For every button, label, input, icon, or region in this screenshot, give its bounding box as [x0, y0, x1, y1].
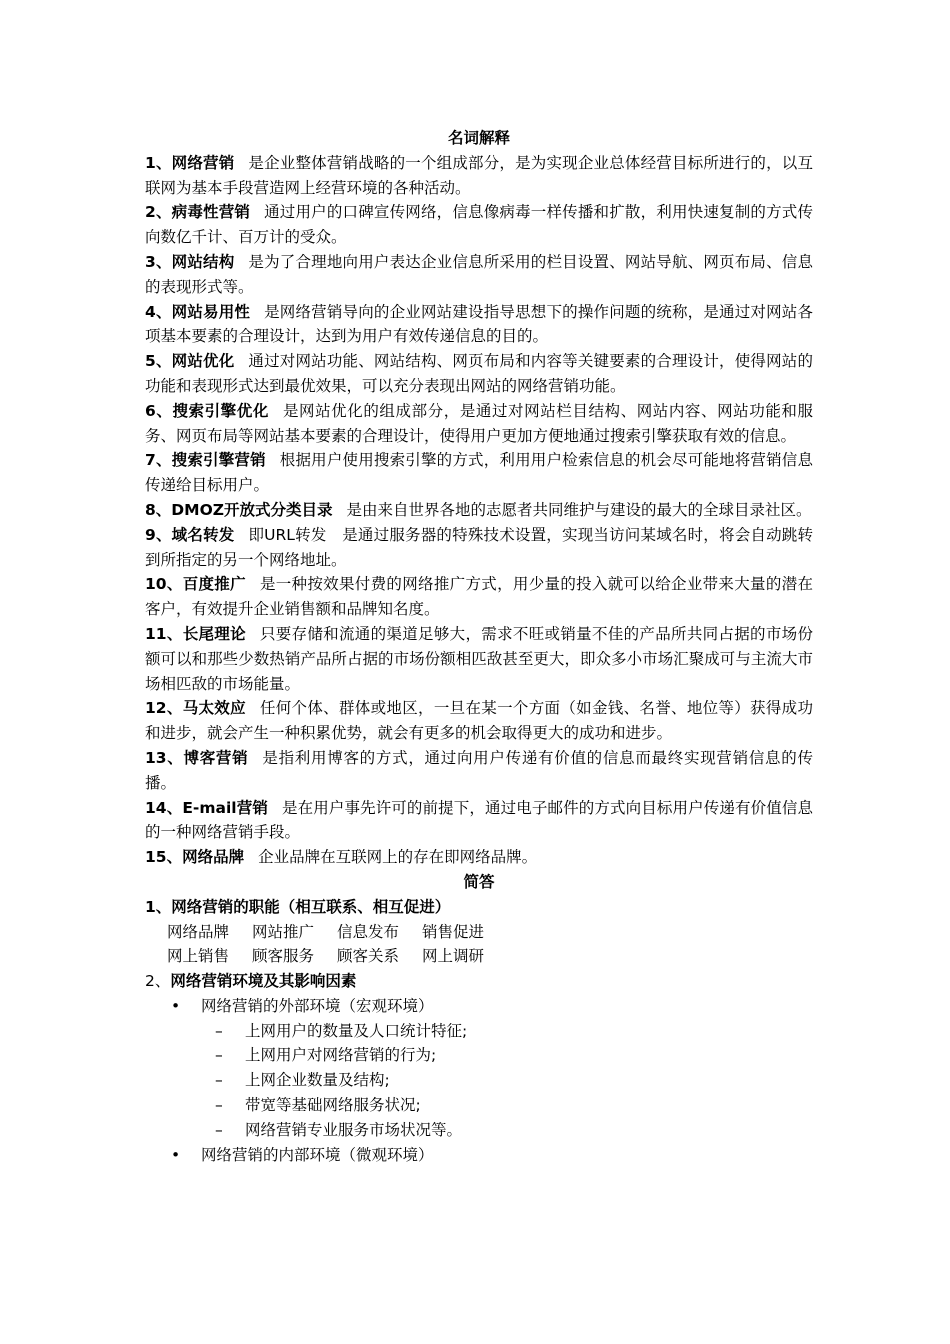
term-head: 8、DMOZ开放式分类目录 — [145, 500, 333, 519]
dash-icon: – — [215, 1021, 223, 1040]
function-item: 网站推广 — [252, 922, 315, 941]
sub-item — [145, 1019, 813, 1044]
sub-item-text: 上网用户的数量及人口统计特征; — [245, 1021, 468, 1040]
term-body: 只要存储和流通的渠道足够大，需求不旺或销量不佳的产品所共同占据的市场份额可以和那些少数热销产品所占据的市场份额相匹敌甚至更大，即众多小市场汇聚成可与主流大市场相匹敌的市场能量。 — [145, 624, 813, 693]
term-body: 即URL转发 是通过服务器的特殊技术设置，实现当访问某域名时，将会自动跳转到所指定的另一个网络地址。 — [145, 525, 813, 569]
term-head: 6、搜索引擎优化 — [145, 401, 269, 420]
term-item — [145, 845, 813, 870]
term-head: 9、域名转发 — [145, 525, 235, 544]
sub-item — [145, 1118, 813, 1143]
function-row — [145, 944, 813, 969]
sub-item-text: 网络营销专业服务市场状况等。 — [245, 1120, 463, 1139]
term-list — [145, 151, 813, 870]
term-item — [145, 349, 813, 399]
term-item — [145, 746, 813, 796]
term-item — [145, 498, 813, 523]
term-item — [145, 796, 813, 846]
question-heading: 1、网络营销的职能（相互联系、相互促进） — [145, 897, 451, 916]
term-body: 是企业整体营销战略的一个组成部分，是为实现企业总体经营目标所进行的，以互联网为基本手段营造网上经营环境的各种活动。 — [145, 153, 813, 197]
section-title-short-answer: 简答 — [463, 872, 495, 891]
term-item — [145, 200, 813, 250]
term-item — [145, 399, 813, 449]
term-body: 根据用户使用搜索引擎的方式，利用用户检索信息的机会尽可能地将营销信息传递给目标用户。 — [145, 451, 813, 495]
bullet-dot-icon: • — [171, 996, 181, 1015]
sub-item — [145, 1093, 813, 1118]
term-head: 1、网络营销 — [145, 153, 235, 172]
term-head: 14、E-mail营销 — [145, 798, 268, 817]
sub-item-text: 上网用户对网络营销的行为; — [245, 1046, 437, 1065]
term-item — [145, 622, 813, 696]
question-number: 2、 — [145, 972, 171, 991]
bullet-text: 网络营销的外部环境（宏观环境） — [201, 996, 434, 1015]
sub-item-text: 带宽等基础网络服务状况; — [245, 1096, 421, 1115]
term-body: 是网站优化的组成部分，是通过对网站栏目结构、网站内容、网站功能和服务、网页布局等网站基本要素的合理设计，使得用户更加方便地通过搜索引擎获取有效的信息。 — [145, 401, 813, 445]
term-body: 通过对网站功能、网站结构、网页布局和内容等关键要素的合理设计，使得网站的功能和表现形式达到最优效果，可以充分表现出网站的网络营销功能。 — [145, 352, 813, 395]
term-head: 4、网站易用性 — [145, 302, 251, 321]
term-item — [145, 523, 813, 573]
term-item — [145, 448, 813, 498]
sub-item-text: 上网企业数量及结构; — [245, 1071, 390, 1090]
function-item: 顾客关系 — [337, 947, 400, 966]
dash-icon: – — [215, 1120, 223, 1139]
term-head: 5、网站优化 — [145, 352, 235, 371]
term-body: 任何个体、群体或地区，一旦在某一个方面（如金钱、名誉、地位等）获得成功和进步，就会产生一种积累优势，就会有更多的机会取得更大的成功和进步。 — [145, 699, 813, 743]
term-body: 是一种按效果付费的网络推广方式，用少量的投入就可以给企业带来大量的潜在客户，有效提升企业销售额和品牌知名度。 — [145, 575, 813, 619]
term-item — [145, 300, 813, 350]
term-body: 通过用户的口碑宣传网络，信息像病毒一样传播和扩散，利用快速复制的方式传向数亿千计、百万计的受众。 — [145, 203, 813, 247]
question-heading — [145, 969, 813, 994]
sub-item — [145, 1068, 813, 1093]
term-head: 10、百度推广 — [145, 575, 246, 594]
term-body: 企业品牌在互联网上的存在即网络品牌。 — [258, 848, 538, 867]
function-row — [145, 920, 813, 945]
question-title: 网络营销环境及其影响因素 — [170, 972, 357, 991]
function-item: 网上销售 — [167, 947, 230, 966]
bullet-dot-icon: • — [171, 1145, 181, 1164]
bullet-item — [145, 1143, 813, 1168]
term-body: 是网络营销导向的企业网站建设指导思想下的操作问题的统称，是通过对网站各项基本要素的合理设计，达到为用户有效传递信息的目的。 — [145, 302, 813, 346]
term-item — [145, 572, 813, 622]
section-title-terms: 名词解释 — [447, 129, 510, 147]
function-item: 网络品牌 — [167, 922, 230, 941]
term-head: 12、马太效应 — [145, 699, 246, 718]
bullet-item — [145, 994, 813, 1019]
term-head: 15、网络品牌 — [145, 848, 245, 867]
function-item: 顾客服务 — [252, 947, 315, 966]
term-item — [145, 151, 813, 201]
term-head: 2、病毒性营销 — [145, 203, 251, 222]
term-head: 7、搜索引擎营销 — [145, 451, 266, 470]
term-body: 是由来自世界各地的志愿者共同维护与建设的最大的全球目录社区。 — [346, 500, 812, 519]
function-item: 销售促进 — [422, 922, 485, 941]
dash-icon: – — [215, 1096, 223, 1115]
dash-icon: – — [215, 1071, 223, 1090]
term-body: 是指利用博客的方式，通过向用户传递有价值的信息而最终实现营销信息的传播。 — [145, 748, 813, 792]
dash-icon: – — [215, 1046, 223, 1065]
function-item: 网上调研 — [422, 947, 485, 966]
term-item — [145, 696, 813, 746]
term-head: 3、网站结构 — [145, 252, 235, 271]
term-body: 是为了合理地向用户表达企业信息所采用的栏目设置、网站导航、网页布局、信息的表现形式等。 — [145, 252, 813, 296]
term-head: 11、长尾理论 — [145, 624, 246, 643]
bullet-text: 网络营销的内部环境（微观环境） — [201, 1145, 434, 1164]
document-page — [145, 126, 813, 1167]
function-item: 信息发布 — [337, 922, 400, 941]
term-head: 13、博客营销 — [145, 748, 249, 767]
sub-item — [145, 1043, 813, 1068]
term-body: 是在用户事先许可的前提下，通过电子邮件的方式向目标用户传递有价值信息的一种网络营销手段。 — [145, 798, 813, 842]
term-item — [145, 250, 813, 300]
